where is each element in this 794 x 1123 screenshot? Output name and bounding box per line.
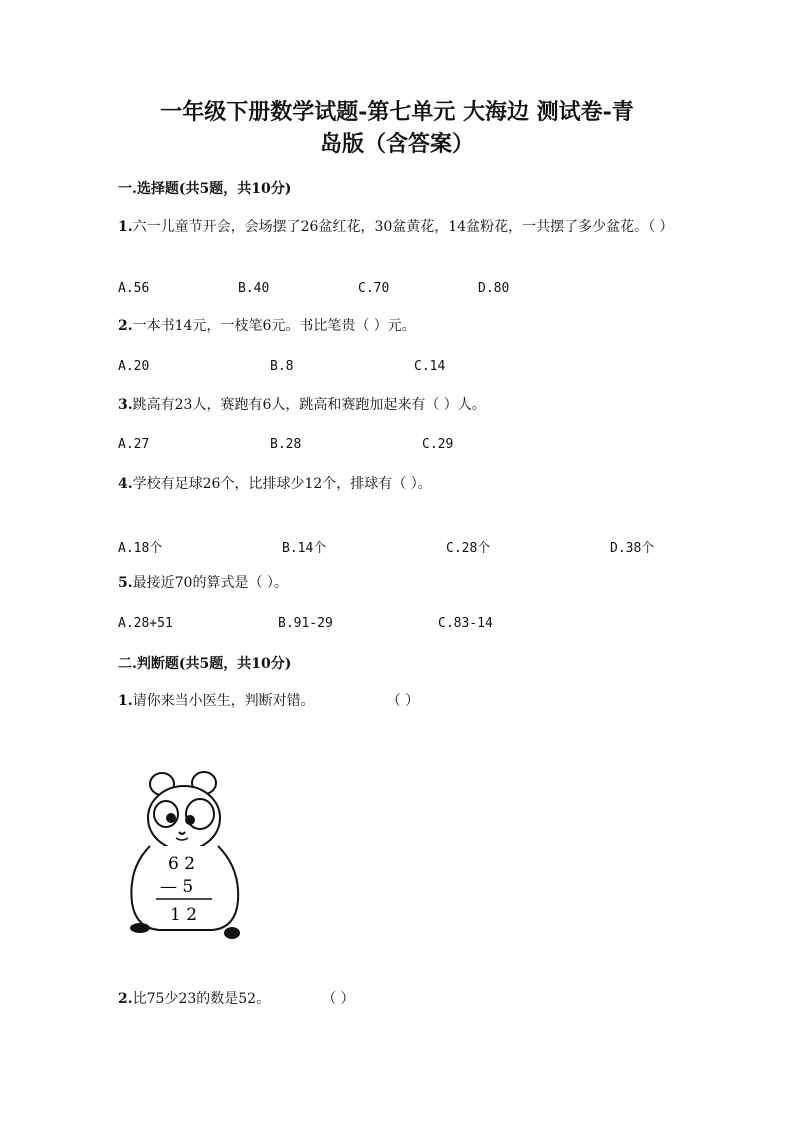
q5-option-c[interactable]: C.83-14 <box>438 616 493 631</box>
right-foot <box>224 927 240 939</box>
q4-option-d[interactable]: D.38个 <box>610 541 655 556</box>
q2-option-b[interactable]: B.8 <box>270 359 294 374</box>
question-number: 2. <box>118 318 133 334</box>
panda-figure <box>124 768 250 948</box>
left-pupil <box>166 813 176 823</box>
q2-option-a[interactable]: A.20 <box>118 359 150 374</box>
question-text: 最接近70的算式是（ ）。 <box>132 575 288 591</box>
section-heading-judgement: 二.判断题(共5题，共10分) <box>118 656 292 672</box>
q1-option-c[interactable]: C.70 <box>358 281 390 296</box>
question-text: 请你来当小医生，判断对错。 <box>132 693 315 709</box>
q5-option-a[interactable]: A.28+51 <box>118 616 173 631</box>
question-3 <box>118 394 678 416</box>
question-text: 比75少23的数是52。 <box>132 991 271 1007</box>
question-number: 3. <box>118 397 133 413</box>
q3-option-c[interactable]: C.29 <box>422 437 454 452</box>
question-1 <box>118 216 678 238</box>
calc-result: 1 2 <box>170 905 198 925</box>
page-title <box>120 96 674 160</box>
q3-option-a[interactable]: A.27 <box>118 437 150 452</box>
question-number: 1. <box>118 693 133 709</box>
answer-blank[interactable]: （ ） <box>322 991 355 1007</box>
q2-option-c[interactable]: C.14 <box>414 359 446 374</box>
question-text: 六一儿童节开会，会场摆了26盆红花，30盆黄花，14盆粉花，一共摆了多少盆花。（ ） <box>132 219 674 235</box>
calc-top-number: 6 2 <box>168 854 196 874</box>
left-eye-patch <box>154 801 178 827</box>
title-line-1: 一年级下册数学试题-第七单元 大海边 测试卷-青 <box>160 99 634 125</box>
question-2 <box>118 315 678 337</box>
question-number: 2. <box>118 991 133 1007</box>
judgement-2 <box>118 988 678 1010</box>
q1-option-a[interactable]: A.56 <box>118 281 150 296</box>
question-text: 学校有足球26个，比排球少12个，排球有（ ）。 <box>132 476 432 492</box>
q4-option-c[interactable]: C.28个 <box>446 541 491 556</box>
question-4 <box>118 473 678 495</box>
title-line-2: 岛版（含答案） <box>319 131 474 157</box>
calc-operand: — 5 <box>160 877 194 897</box>
q1-option-d[interactable]: D.80 <box>478 281 510 296</box>
question-5 <box>118 572 678 594</box>
right-pupil <box>185 815 195 825</box>
question-text: 一本书14元，一枝笔6元。书比笔贵（ ）元。 <box>132 318 416 334</box>
answer-blank[interactable]: （ ） <box>386 693 420 709</box>
q3-option-b[interactable]: B.28 <box>270 437 302 452</box>
q5-option-b[interactable]: B.91-29 <box>278 616 333 631</box>
question-text: 跳高有23人，赛跑有6人，跳高和赛跑加起来有（ ）人。 <box>132 397 486 413</box>
question-number: 5. <box>118 575 133 591</box>
question-number: 1. <box>118 219 133 235</box>
judgement-1 <box>118 690 678 712</box>
panda-illustration <box>124 768 250 948</box>
section-heading-choice: 一.选择题(共5题，共10分) <box>118 181 292 197</box>
question-number: 4. <box>118 476 133 492</box>
q4-option-a[interactable]: A.18个 <box>118 541 163 556</box>
left-foot <box>130 923 150 933</box>
q4-option-b[interactable]: B.14个 <box>282 541 327 556</box>
q1-option-b[interactable]: B.40 <box>238 281 270 296</box>
